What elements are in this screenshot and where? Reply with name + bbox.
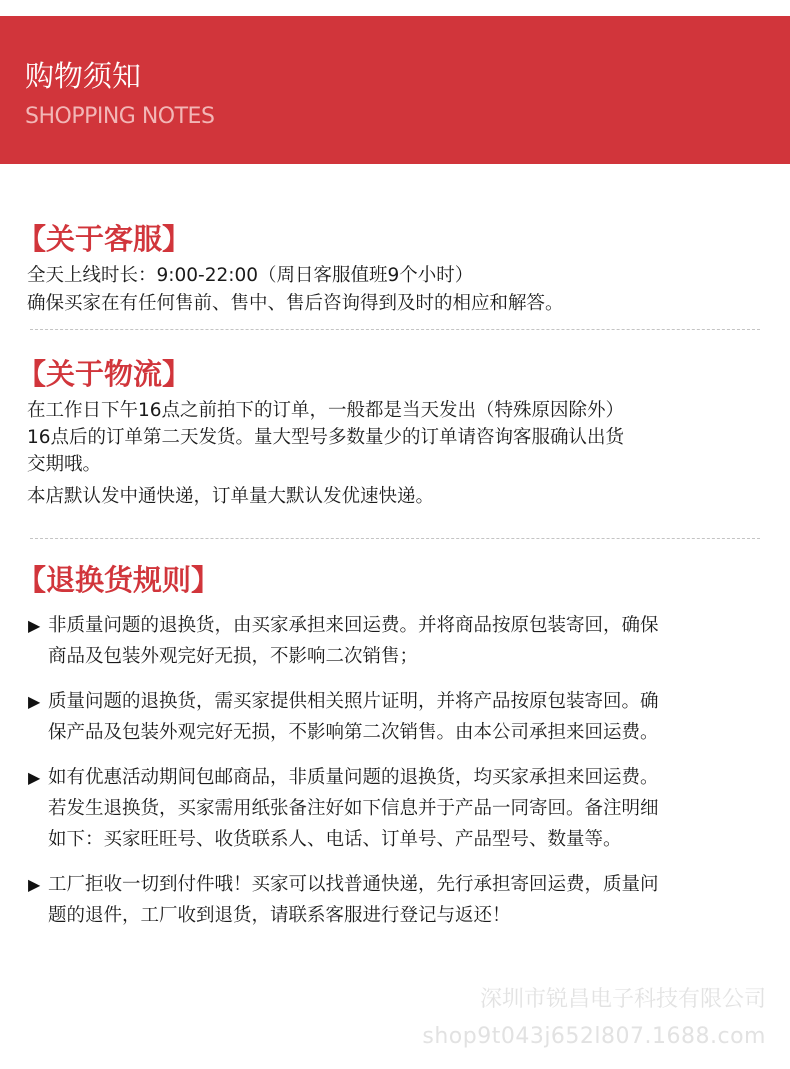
- logistics-heading: 【关于物流】: [17, 357, 192, 391]
- logistics-line: 在工作日下午16点之前拍下的订单，一般都是当天发出（特殊原因除外）: [27, 400, 625, 421]
- watermark-shop-url: shop9t043j652l807.1688.com: [422, 1024, 766, 1049]
- page-subtitle: SHOPPING NOTES: [25, 104, 215, 129]
- section-divider: [30, 329, 760, 330]
- triangle-bullet-icon: ▶: [28, 875, 41, 894]
- return-rule-first-line: [28, 610, 768, 641]
- return-rule: [28, 686, 768, 748]
- return-rule-first-line: [28, 762, 768, 793]
- return-rule-text: 保产品及包装外观完好无损，不影响第二次销售。由本公司承担来回运费。: [48, 722, 659, 743]
- logistics-courier-line: 本店默认发中通快递，订单量大默认发优速快递。: [27, 486, 435, 507]
- service-hours-line: 全天上线时长：9:00-22:00（周日客服值班9个小时）: [27, 265, 474, 286]
- logistics-line: 交期哦。: [27, 454, 102, 475]
- header-banner: [0, 16, 790, 164]
- page-title: 购物须知: [25, 59, 142, 93]
- section-divider: [30, 538, 760, 539]
- triangle-bullet-icon: ▶: [28, 616, 41, 635]
- return-rule: [28, 610, 768, 672]
- return-rule-text: 工厂拒收一切到付件哦！买家可以找普通快递，先行承担寄回运费，质量问: [48, 874, 659, 895]
- triangle-bullet-icon: ▶: [28, 692, 41, 711]
- watermark-company: 深圳市锐昌电子科技有限公司: [479, 987, 766, 1012]
- return-rule-text: 若发生退换货，买家需用纸张备注好如下信息并于产品一同寄回。备注明细: [48, 798, 659, 819]
- return-rule: [28, 869, 768, 931]
- return-rule-text: 如有优惠活动期间包邮商品，非质量问题的退换货，均买家承担来回运费。: [48, 767, 659, 788]
- service-response-line: 确保买家在有任何售前、售中、售后咨询得到及时的相应和解答。: [27, 293, 564, 314]
- return-rule-text: 如下：买家旺旺号、收货联系人、电话、订单号、产品型号、数量等。: [48, 829, 622, 850]
- return-rule-text: 质量问题的退换货，需买家提供相关照片证明，并将产品按原包装寄回。确: [48, 691, 659, 712]
- return-rule-first-line: [28, 869, 768, 900]
- return-rule: [28, 762, 768, 855]
- service-heading: 【关于客服】: [17, 222, 192, 256]
- return-rule-text: 题的退件，工厂收到退货，请联系客服进行登记与返还！: [48, 905, 511, 926]
- logistics-line: 16点后的订单第二天发货。量大型号多数量少的订单请咨询客服确认出货: [27, 427, 625, 448]
- return-rule-text: 商品及包装外观完好无损，不影响二次销售；: [48, 646, 419, 667]
- returns-heading: 【退换货规则】: [17, 563, 221, 597]
- return-rule-text: 非质量问题的退换货，由买家承担来回运费。并将商品按原包装寄回，确保: [48, 615, 659, 636]
- return-rule-first-line: [28, 686, 768, 717]
- triangle-bullet-icon: ▶: [28, 768, 41, 787]
